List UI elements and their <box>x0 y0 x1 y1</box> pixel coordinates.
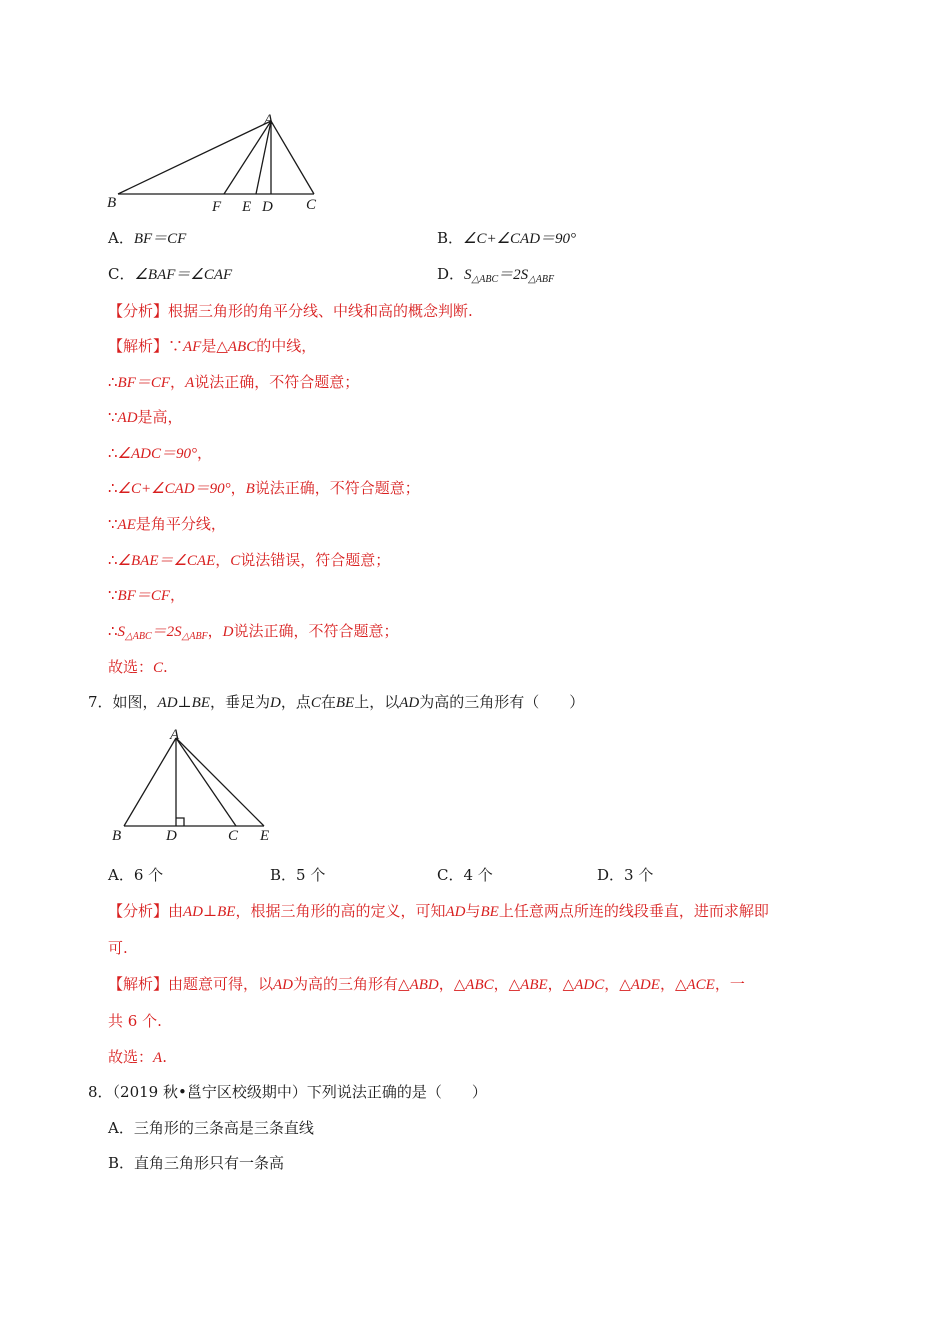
q7-option-d: D．3 个 <box>597 866 654 884</box>
q6-solution-line-4: ∴∠ADC＝90°， <box>108 444 213 462</box>
q8-question: 8．（2019 秋•邕宁区校级期中）下列说法正确的是（ ） <box>88 1083 487 1101</box>
q6-solution-line-9: $\therefore S_{\triangle ABC}=2S_{\triangle ABF}$，D说法正确，不符合题意； <box>108 622 399 642</box>
label-a: A <box>170 727 180 743</box>
q6-solution-line-6: ∵AE是角平分线， <box>108 515 226 533</box>
segment-ae <box>176 738 264 826</box>
q6-option-a: A．BF＝CF <box>108 229 187 247</box>
q7-analysis-line-2: 可. <box>108 939 128 957</box>
label-b: B <box>107 195 117 211</box>
q7-solution-line-2: 共 6 个. <box>108 1012 162 1030</box>
q7-question: 7．如图，AD⊥BE，垂足为D，点C在BE上，以AD为高的三角形有（ ） <box>88 693 585 711</box>
q6-option-b: B．∠C+∠CAD＝90° <box>437 229 577 247</box>
segment-ac <box>271 121 314 194</box>
q7-option-b: B．5 个 <box>270 866 326 884</box>
q6-solution-line-2: ∴BF＝CF，A说法正确，不符合题意； <box>108 373 360 391</box>
q8-option-b: B．直角三角形只有一条高 <box>108 1154 285 1172</box>
q6-answer: 故选：C. <box>108 658 168 676</box>
figure-triangle-abc <box>100 108 330 216</box>
q8-option-a: A．三角形的三条高是三条直线 <box>108 1119 314 1137</box>
label-b: B <box>112 828 122 844</box>
segment-ab <box>124 738 176 826</box>
label-c: C <box>306 197 317 213</box>
q6-solution-line-5: ∴∠C+∠CAD＝90°，B说法正确，不符合题意； <box>108 479 420 497</box>
q7-option-a: A．6 个 <box>108 866 164 884</box>
right-angle-mark <box>176 818 184 826</box>
q6-option-d: D．$S_{\triangle ABC}=2S_{\triangle ABF}$ <box>437 265 555 285</box>
q6-solution-line-8: ∵BF＝CF， <box>108 586 186 604</box>
figure-triangle-abe <box>104 722 284 846</box>
segment-ac <box>176 738 236 826</box>
label-c: C <box>228 828 239 844</box>
q6-analysis: 【分析】根据三角形的角平分线、中线和高的概念判断. <box>108 302 473 320</box>
q7-answer: 故选：A. <box>108 1048 167 1066</box>
q6-solution-line-7: ∴∠BAE＝∠CAE，C说法错误，符合题意； <box>108 551 391 569</box>
label-e: E <box>242 199 252 215</box>
q7-option-c: C．4 个 <box>437 866 493 884</box>
q6-option-c: C．∠BAF＝∠CAF <box>108 265 233 283</box>
q6-solution-line-1: 【解析】∵AF是△ABC的中线， <box>108 337 317 355</box>
label-e: E <box>260 828 270 844</box>
label-a: A <box>264 112 274 128</box>
q6-solution-line-3: ∵AD是高， <box>108 408 183 426</box>
q7-analysis-line-1: 【分析】由AD⊥BE，根据三角形的高的定义，可知AD与BE上任意两点所连的线段垂直，进而求解即 <box>108 902 769 920</box>
label-f: F <box>212 199 222 215</box>
q7-solution-line-1: 【解析】由题意可得，以AD为高的三角形有△ABD，△ABC，△ABE，△ADC，△ADE，△ACE，一 <box>108 975 745 993</box>
label-d: D <box>262 199 273 215</box>
label-d: D <box>166 828 177 844</box>
